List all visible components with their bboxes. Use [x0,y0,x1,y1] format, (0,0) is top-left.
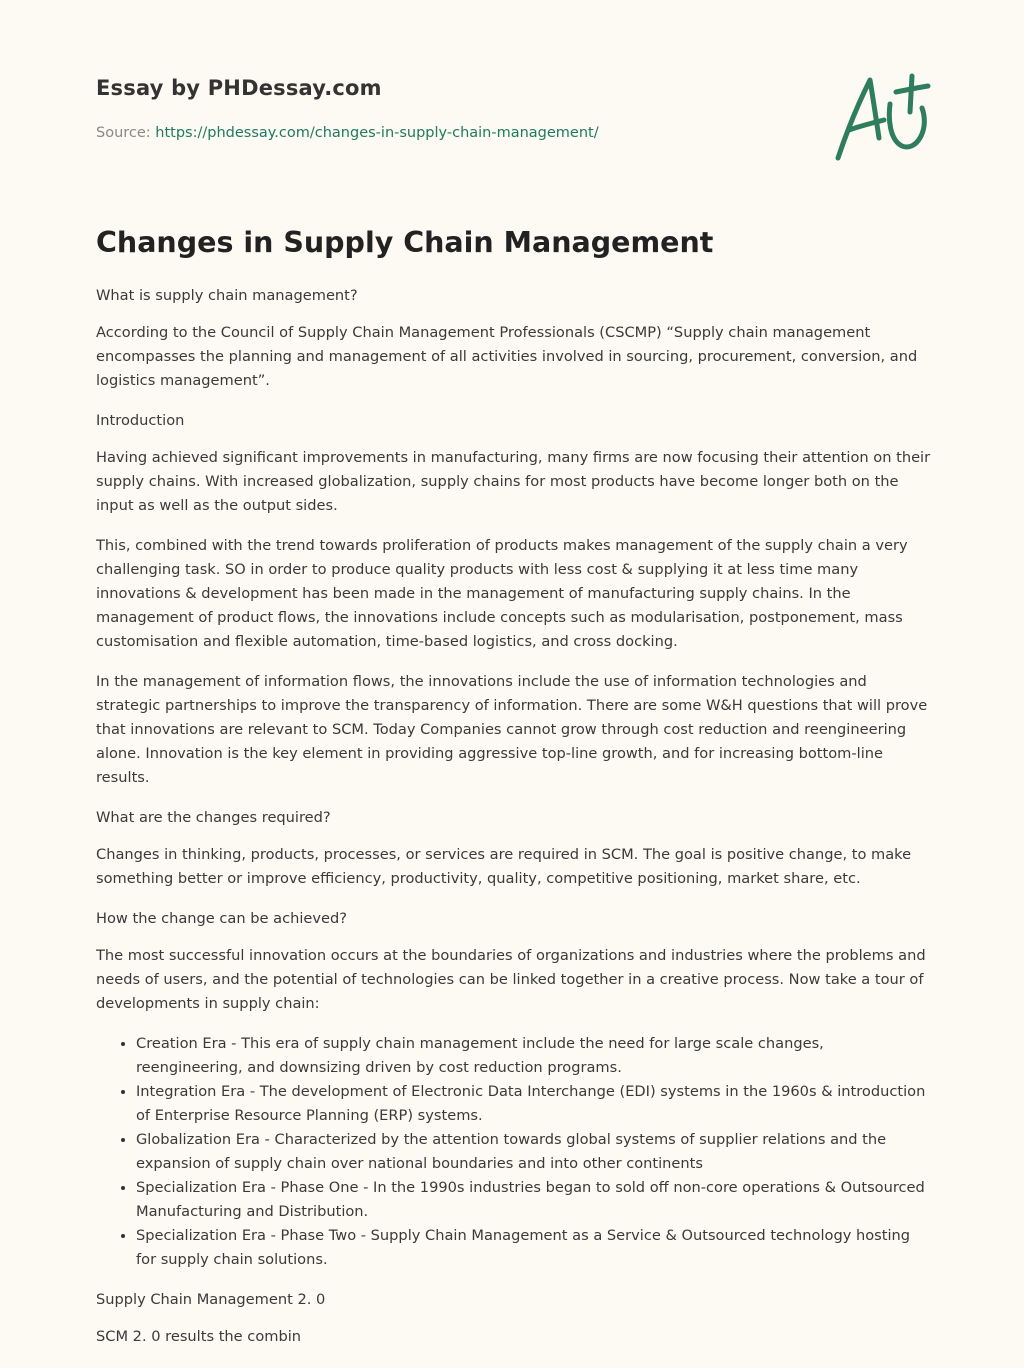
paragraph-scm2: SCM 2. 0 results the combin [96,1328,302,1345]
source-link[interactable]: https://phdessay.com/changes-in-supply-chain-management/ [155,125,599,141]
list-item: • Creation Era - This era of supply chain management include the need for large scale changes, reengineering, and downsizing driven by cost reduction programs. [136,1032,932,1080]
introduction-heading: Introduction [96,412,185,429]
paragraph-definition: According to the Council of Supply Chain Management Professionals (CSCMP) “Supply chain management encompasses the planning and management of all activities involved in sourcing, procurement, conversion, and logistics management”. [96,324,918,389]
source-label: Source: [96,125,151,141]
paragraph-product-flows: This, combined with the trend towards proliferation of products makes management of the supply chain a very challenging task. SO in order to produce quality products with less cost & supplying it at less time many innovations & development has been made in the management of manufacturing supply chains. In the management of product flows, the innovations include concepts such as modularisation, postponement, mass customisation and flexible automation, time-based logistics, and cross docking. [96,537,908,650]
question-changes-required: What are the changes required? [96,809,331,826]
paragraph-intro: Having achieved significant improvements in manufacturing, many firms are now focusing their attention on their supply chains. With increased globalization, supply chains for most products have become longer both on the input as well as the output sides. [96,449,931,514]
question-what-is-scm: What is supply chain management? [96,287,358,304]
question-how-achieved: How the change can be achieved? [96,910,348,927]
paragraph-innovation: The most successful innovation occurs at the boundaries of organizations and industries where the problems and needs of users, and the potential of technologies can be linked together in a creative process. Now take a tour of developments in supply chain: [96,947,926,1012]
list-item: • Specialization Era - Phase One - In the 1990s industries began to sold off non-core operations & Outsourced Manufacturing and Distribution. [136,1176,932,1224]
site-name: Essay by PHDessay.com [96,76,382,100]
a-plus-logo-icon [832,68,932,164]
list-item: • Specialization Era - Phase Two - Supply Chain Management as a Service & Outsourced technology hosting for supply chain solutions. [136,1224,932,1272]
essay-title: Changes in Supply Chain Management [96,226,714,259]
scm2-heading: Supply Chain Management 2. 0 [96,1291,326,1308]
paragraph-information-flows: In the management of information flows, the innovations include the use of information technologies and strategic partnerships to improve the transparency of information. There are some W&H questions that will prove that innovations are relevant to SCM. Today Companies cannot grow through cost reduction and reengineering alone. Innovation is the key element in providing aggressive top-line growth, and for increasing bottom-line results. [96,673,928,786]
list-item: • Globalization Era - Characterized by the attention towards global systems of supplier relations and the expansion of supply chain over national boundaries and into other continents [136,1128,932,1176]
essay-body [96,284,932,1365]
paragraph-changes: Changes in thinking, products, processes, or services are required in SCM. The goal is positive change, to make something better or improve efficiency, productivity, quality, competitive positioning, market share, etc. [96,846,912,887]
eras-list [96,1032,932,1272]
list-item: • Integration Era - The development of Electronic Data Interchange (EDI) systems in the 1960s & introduction of Enterprise Resource Planning (ERP) systems. [136,1080,932,1128]
source-line [96,125,599,141]
page-header [96,0,930,190]
